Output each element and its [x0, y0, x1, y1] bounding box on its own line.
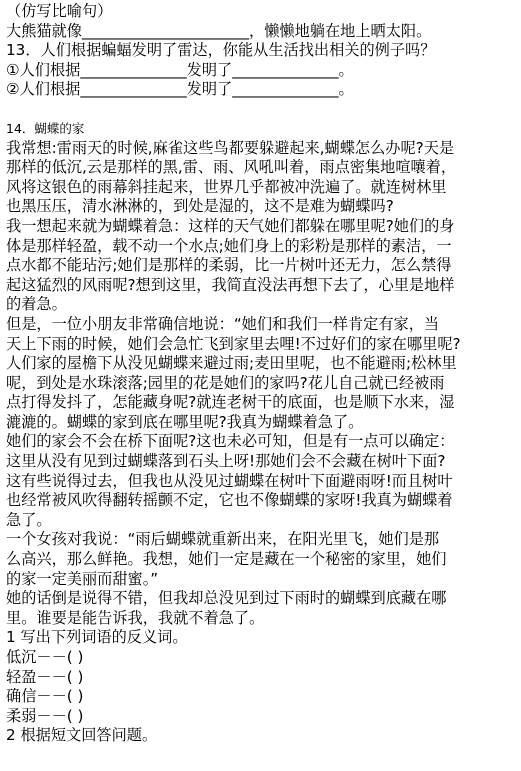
antonym-item-light: 轻盈－－( ): [6, 667, 84, 686]
passage-line: 这有些说得过去，但我也从没见过蝴蝶在树叶下面避雨呀!而且树叶: [6, 471, 453, 490]
passage: [6, 139, 518, 629]
invention-example-2: ②人们根据______________发明了______________。: [6, 80, 354, 99]
passage-line: 人们家的屋檐下从没见蝴蝶来避过雨;麦田里呢，也不能避雨;松林里: [6, 354, 457, 373]
passage-line: 我常想:雷雨天的时候,麻雀这些鸟都要躲避起来,蝴蝶怎么办呢?天是: [6, 138, 455, 157]
section-title: 14．蝴蝶的家: [6, 120, 85, 136]
passage-line: 她的话倒是说得不错，但我却总没见到过下雨时的蝴蝶到底藏在哪: [6, 589, 447, 608]
passage-line: 风将这银色的雨幕斜挂起来，世界几乎都被冲洗遍了。就连树林里: [6, 177, 447, 196]
passage-line: 里。谁要是能告诉我，我就不着急了。: [6, 608, 265, 627]
imitation-instruction: （仿写比喻句）: [6, 2, 113, 20]
passage-line: 呢，到处是水珠滚落;园里的花是她们的家吗?花儿自己就已经被雨: [6, 373, 445, 392]
passage-line: 这里从没有见到过蝴蝶落到石头上呀!那她们会不会藏在树叶下面?: [6, 452, 446, 471]
passage-line: 急了。: [6, 510, 52, 529]
question-1-antonyms: 1 写出下列词语的反义词。: [6, 628, 188, 647]
passage-line: 的家一定美丽而甜蜜。”: [6, 569, 159, 588]
question-2-answer: 2 根据短文回答问题。: [6, 726, 158, 745]
top-exercises: [6, 2, 518, 100]
passage-line: 天上下雨的时候，她们会急忙飞到家里去哩!不过好们的家在哪里呢?: [6, 334, 461, 353]
blank-line: [6, 100, 518, 119]
passage-line: 也黑压压，清水淋淋的，到处是湿的，这不是难为蝴蝶吗?: [6, 197, 394, 216]
passage-line: 的着急。: [6, 295, 67, 314]
invention-example-1: ①人们根据______________发明了______________。: [6, 60, 354, 79]
passage-line: 起这猛烈的风雨呢?想到这里，我简直没法再想下去了，心里是地样: [6, 275, 455, 294]
passage-line: 点水都不能玷污;她们是那样的柔弱，比一片树叶还无力，怎么禁得: [6, 256, 452, 275]
question-list: [6, 628, 518, 746]
passage-line: 一个女孩对我说：“雨后蝴蝶就重新出来，在阳光里飞，她们是那: [6, 530, 440, 549]
passage-line: 漉漉的。蝴蝶的家到底在哪里呢?我真为蝴蝶着急了。: [6, 412, 364, 431]
worksheet-document: [6, 2, 518, 746]
passage-line: 么高兴，那么鲜艳。我想，她们一定是藏在一个秘密的家里，她们: [6, 550, 447, 569]
question-13: 13．人们根据蝙蝠发明了雷达，你能从生活找出相关的例子吗？: [6, 41, 436, 60]
passage-line: 我一想起来就为蝴蝶着急：这样的天气她们都躲在哪里呢?她们的身: [6, 216, 455, 235]
panda-simile-blank: 大熊猫就像______________________，懒懒地躺在地上晒太阳。: [6, 21, 432, 40]
antonym-item-sure: 确信－－( ): [6, 687, 84, 706]
passage-line: 但是，一位小朋友非常确信地说：“她们和我们一样肯定有家，当: [6, 314, 440, 333]
antonym-item-low: 低沉－－( ): [6, 648, 84, 666]
passage-line: 体是那样轻盈，载不动一个水点;她们身上的彩粉是那样的素洁，一: [6, 236, 452, 255]
passage-line: 那样的低沉,云是那样的黑,雷、雨、风吼叫着，雨点密集地喧嚷着，: [6, 158, 457, 177]
passage-line: 也经常被风吹得翻转摇颤不定，它也不像蝴蝶的家呀!我真为蝴蝶着: [6, 491, 453, 510]
antonym-item-weak: 柔弱－－( ): [6, 706, 84, 725]
passage-line: 点打得发抖了，怎能藏身呢?就连老树干的底面，也是顺下水来，湿: [6, 393, 455, 412]
passage-line: 她们的家会不会在桥下面呢?这也未必可知，但是有一点可以确定：: [6, 432, 455, 451]
